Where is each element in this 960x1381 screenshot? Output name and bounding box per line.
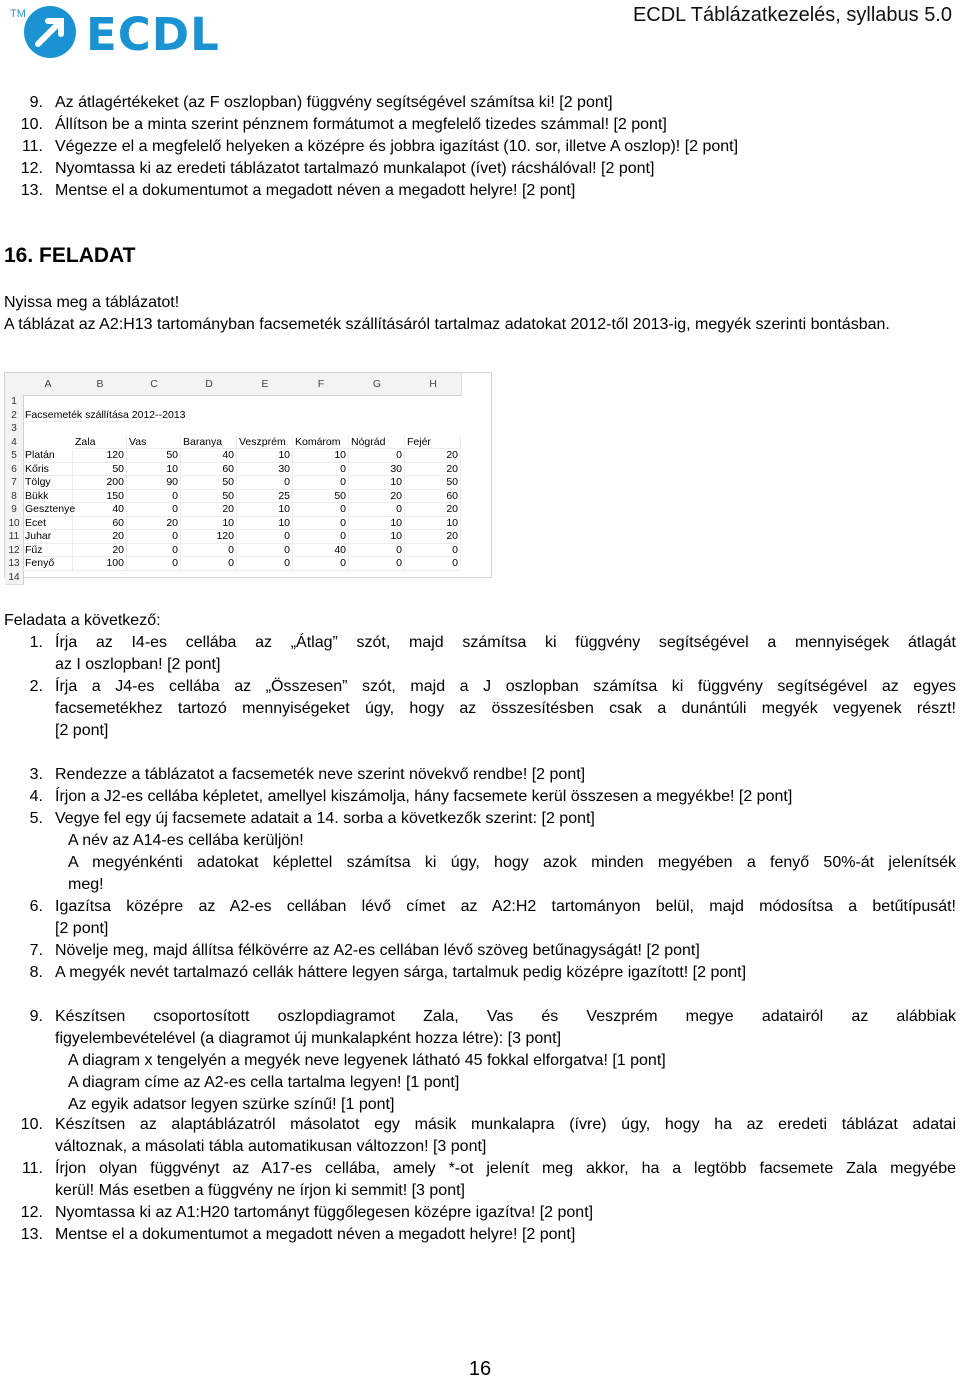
page-header: [0, 0, 960, 64]
task-text: Vegye fel egy új facsemete adatait a 14. sorba a következők szerint: [2 pont]: [55, 810, 595, 827]
task-text: Igazítsa középre az A2-es cellában lévő címet az A2:H2 tartományon belül, majd módosítsa a betűtípusát!: [55, 898, 956, 915]
sheet-cell: Platán: [23, 449, 73, 463]
sheet-cell: 50: [181, 476, 237, 490]
sheet-cell: 20: [349, 490, 405, 504]
task-text: A diagram x tengelyén a megyék neve legyenek látható 45 fokkal elforgatva! [1 pont]: [68, 1052, 666, 1069]
task-text: Készítsen az alaptáblázatról másolatot egy másik munkalapra (ívre) úgy, hogy ha az eredeti táblázat adatai: [55, 1116, 956, 1133]
sheet-cell: Bükk: [23, 490, 73, 504]
task-text: Írjon a J2-es cellába képletet, amellyel kiszámolja, hány facsemete kerül összesen a megyékbe! [2 pont]: [55, 788, 793, 805]
sheet-cell: 0: [181, 557, 237, 571]
sheet-cell: 0: [349, 544, 405, 558]
sheet-cell: 0: [127, 544, 181, 558]
row-header: 13: [5, 557, 24, 572]
task-number: 6.: [29, 898, 43, 915]
row-header: 2: [5, 409, 24, 424]
row-header: 6: [5, 463, 24, 478]
sheet-cell: Veszprém: [237, 436, 293, 450]
sheet-cell: 10: [237, 503, 293, 517]
column-header-d: D: [181, 373, 238, 396]
sheet-cell: 0: [293, 476, 349, 490]
sheet-cell: Vas: [127, 436, 181, 450]
task-text: Írja a J4-es cellába az „Összesen” szót, majd a J oszlopban számítsa ki függvény segítségével az egyes: [55, 678, 956, 695]
intro-open: Nyissa meg a táblázatot!: [4, 294, 180, 311]
sheet-cell: 0: [405, 557, 461, 571]
sheet-cell: 0: [405, 544, 461, 558]
task-number: 3.: [29, 766, 43, 783]
row-header: 8: [5, 490, 24, 505]
task-text: A név az A14-es cellába kerüljön!: [68, 832, 304, 849]
sheet-cell: 20: [405, 503, 461, 517]
sheet-cell: 40: [181, 449, 237, 463]
task-text: Mentse el a dokumentumot a megadott néven a megadott helyre! [2 pont]: [55, 1226, 576, 1243]
task-text: [2 pont]: [55, 722, 109, 739]
sheet-cell: Juhar: [23, 530, 73, 544]
task-text: az I oszlopban! [2 pont]: [55, 656, 221, 673]
sheet-cell: 150: [73, 490, 127, 504]
sheet-cell: 20: [73, 544, 127, 558]
sheet-cell: Fenyő: [23, 557, 73, 571]
sheet-cell: 10: [349, 476, 405, 490]
task-number: 7.: [29, 942, 43, 959]
sheet-cell: 0: [127, 503, 181, 517]
task-text: meg!: [68, 876, 104, 893]
sheet-cell: 0: [349, 503, 405, 517]
task-text: figyelembevételével (a diagramot új munkalapként hozza létre): [3 pont]: [55, 1030, 562, 1047]
sheet-cell: 0: [181, 544, 237, 558]
sheet-cell: 60: [405, 490, 461, 504]
sheet-cell: 10: [405, 517, 461, 531]
task-text: változnak, a másolati tábla automatikusan változzon! [3 pont]: [55, 1138, 487, 1155]
sheet-cell: 50: [405, 476, 461, 490]
column-header-e: E: [237, 373, 294, 396]
row-header: 11: [5, 530, 24, 545]
task-text: Nyomtassa ki az A1:H20 tartományt függőlegesen középre igazítva! [2 pont]: [55, 1204, 594, 1221]
sheet-cell: 0: [127, 557, 181, 571]
sheet-cell: 60: [73, 517, 127, 531]
sheet-cell: Gesztenye: [25, 503, 76, 515]
sheet-cell: 30: [349, 463, 405, 477]
sheet-cell: 30: [237, 463, 293, 477]
sheet-cell: 10: [237, 449, 293, 463]
ecdl-logo-icon: [24, 6, 76, 58]
sheet-cell: Ecet: [23, 517, 73, 531]
sheet-cell: 0: [127, 530, 181, 544]
column-header-c: C: [127, 373, 182, 396]
task-number: 9.: [29, 1008, 43, 1025]
sheet-cell: Zala: [73, 436, 127, 450]
intro-description: A táblázat az A2:H13 tartományban facsemeték szállításáról tartalmaz adatokat 2012-től 2013-ig, megyék szerinti bontásban.: [4, 316, 890, 333]
task-number: 8.: [29, 964, 43, 981]
sheet-cell: 25: [237, 490, 293, 504]
sheet-cell: 0: [349, 557, 405, 571]
select-all-corner: [5, 373, 24, 396]
sheet-cell: 40: [73, 503, 127, 517]
task-number: 13.: [20, 1226, 43, 1243]
ecdl-logo-text: ECDL: [86, 8, 220, 61]
sheet-cell: 0: [293, 517, 349, 531]
section-title: 16. FELADAT: [4, 244, 136, 267]
sheet-cell: Fűz: [23, 544, 73, 558]
sheet-cell: Baranya: [181, 436, 237, 450]
row-header: 14: [5, 571, 24, 586]
sheet-cell: 0: [293, 463, 349, 477]
sheet-cell: 0: [349, 449, 405, 463]
sheet-cell: Kőris: [23, 463, 73, 477]
sheet-cell: 50: [181, 490, 237, 504]
row-header: 10: [5, 517, 24, 532]
task-text: [2 pont]: [55, 920, 109, 937]
sheet-cell: 60: [181, 463, 237, 477]
page-number: 16: [468, 1358, 492, 1380]
sheet-cell: 20: [405, 449, 461, 463]
sheet-cell: 10: [349, 517, 405, 531]
sheet-cell: 90: [127, 476, 181, 490]
column-header-f: F: [293, 373, 350, 396]
sheet-cell: 20: [73, 530, 127, 544]
sheet-cell: 50: [127, 449, 181, 463]
row-header: 5: [5, 449, 24, 464]
sheet-cell: Tölgy: [23, 476, 73, 490]
sheet-cell: 20: [127, 517, 181, 531]
sheet-cell: 0: [127, 490, 181, 504]
sheet-cell: 0: [237, 557, 293, 571]
column-header-b: B: [73, 373, 128, 396]
row-header: 12: [5, 544, 24, 559]
task-number: 2.: [29, 678, 43, 695]
sheet-cell: 50: [293, 490, 349, 504]
task-number: 5.: [29, 810, 43, 827]
column-header-a: A: [23, 373, 74, 396]
syllabus-title: ECDL Táblázatkezelés, syllabus 5.0: [632, 4, 952, 26]
task-text: Írjon olyan függvényt az A17-es cellába, amely *-ot jelenít meg akkor, ha a legtöbb facsemete Zala megyébe: [55, 1160, 956, 1177]
task-text: A megyék nevét tartalmazó cellák háttere legyen sárga, tartalmuk pedig középre igazított! [2 pont]: [55, 964, 747, 981]
column-header-h: H: [405, 373, 462, 396]
task-text: A megyénkénti adatokat képlettel számítsa ki úgy, hogy azok minden megyében a fenyő 50%-át jelenítsék: [68, 854, 956, 871]
column-header-g: G: [349, 373, 406, 396]
sheet-cell: 0: [293, 503, 349, 517]
task-text: Az egyik adatsor legyen szürke színű! [1 pont]: [68, 1096, 395, 1113]
sheet-cell: Facsemeték szállítása 2012--2013: [25, 408, 186, 421]
sheet-cell: 10: [293, 449, 349, 463]
sheet-cell: Komárom: [293, 436, 349, 450]
sheet-cell: 100: [73, 557, 127, 571]
task-text: Készítsen csoportosított oszlopdiagramot Zala, Vas és Veszprém megye adatairól az alábbiak: [55, 1008, 956, 1025]
sheet-cell: 20: [181, 503, 237, 517]
row-header: 7: [5, 476, 24, 491]
sheet-cell: 120: [73, 449, 127, 463]
row-header: 9: [5, 503, 24, 518]
sheet-cell: 10: [127, 463, 181, 477]
task-text: Rendezze a táblázatot a facsemeték neve szerint növekvő rendbe! [2 pont]: [55, 766, 586, 783]
task-text: Írja az I4-es cellába az „Átlag” szót, majd számítsa ki függvény segítségével a mennyiségek átlagát: [55, 634, 956, 651]
task-text: kerül! Más esetben a függvény ne írjon ki semmit! [3 pont]: [55, 1182, 465, 1199]
sheet-cell: 120: [181, 530, 237, 544]
task-text: A diagram címe az A2-es cella tartalma legyen! [1 pont]: [68, 1074, 460, 1091]
task-text: Növelje meg, majd állítsa félkövérre az A2-es cellában lévő szöveg betűnagyságát! [2 pont]: [55, 942, 700, 959]
task-number: 1.: [29, 634, 43, 651]
task-text: facsemetékhez tartozó mennyiségeket úgy, hogy az összesítésben csak a dunántúli megyék vegyenek részt!: [55, 700, 956, 717]
task-number: 11.: [21, 1160, 43, 1177]
sheet-cell: 0: [293, 530, 349, 544]
row-header: 1: [5, 395, 24, 410]
sheet-cell: 0: [237, 530, 293, 544]
sheet-cell: 10: [349, 530, 405, 544]
tasks-title: Feladata a következő:: [4, 612, 161, 629]
spreadsheet-image: [4, 372, 492, 583]
trademark-mark: TM: [10, 8, 26, 20]
sheet-cell: 0: [237, 544, 293, 558]
task-number: 10.: [20, 1116, 43, 1133]
sheet-cell: 20: [405, 463, 461, 477]
sheet-cell: 10: [237, 517, 293, 531]
sheet-cell: Fejér: [405, 436, 461, 450]
sheet-cell: 50: [73, 463, 127, 477]
sheet-cell: 0: [237, 476, 293, 490]
sheet-cell: 40: [293, 544, 349, 558]
sheet-cell: Nógrád: [349, 436, 405, 450]
ecdl-logo: [6, 2, 221, 62]
sheet-cell: 200: [73, 476, 127, 490]
sheet-cell: 10: [181, 517, 237, 531]
row-header: 4: [5, 436, 24, 451]
task-number: 4.: [29, 788, 43, 805]
sheet-cell: 0: [293, 557, 349, 571]
sheet-cell: 20: [405, 530, 461, 544]
task-number: 12.: [20, 1204, 43, 1221]
row-header: 3: [5, 422, 24, 437]
